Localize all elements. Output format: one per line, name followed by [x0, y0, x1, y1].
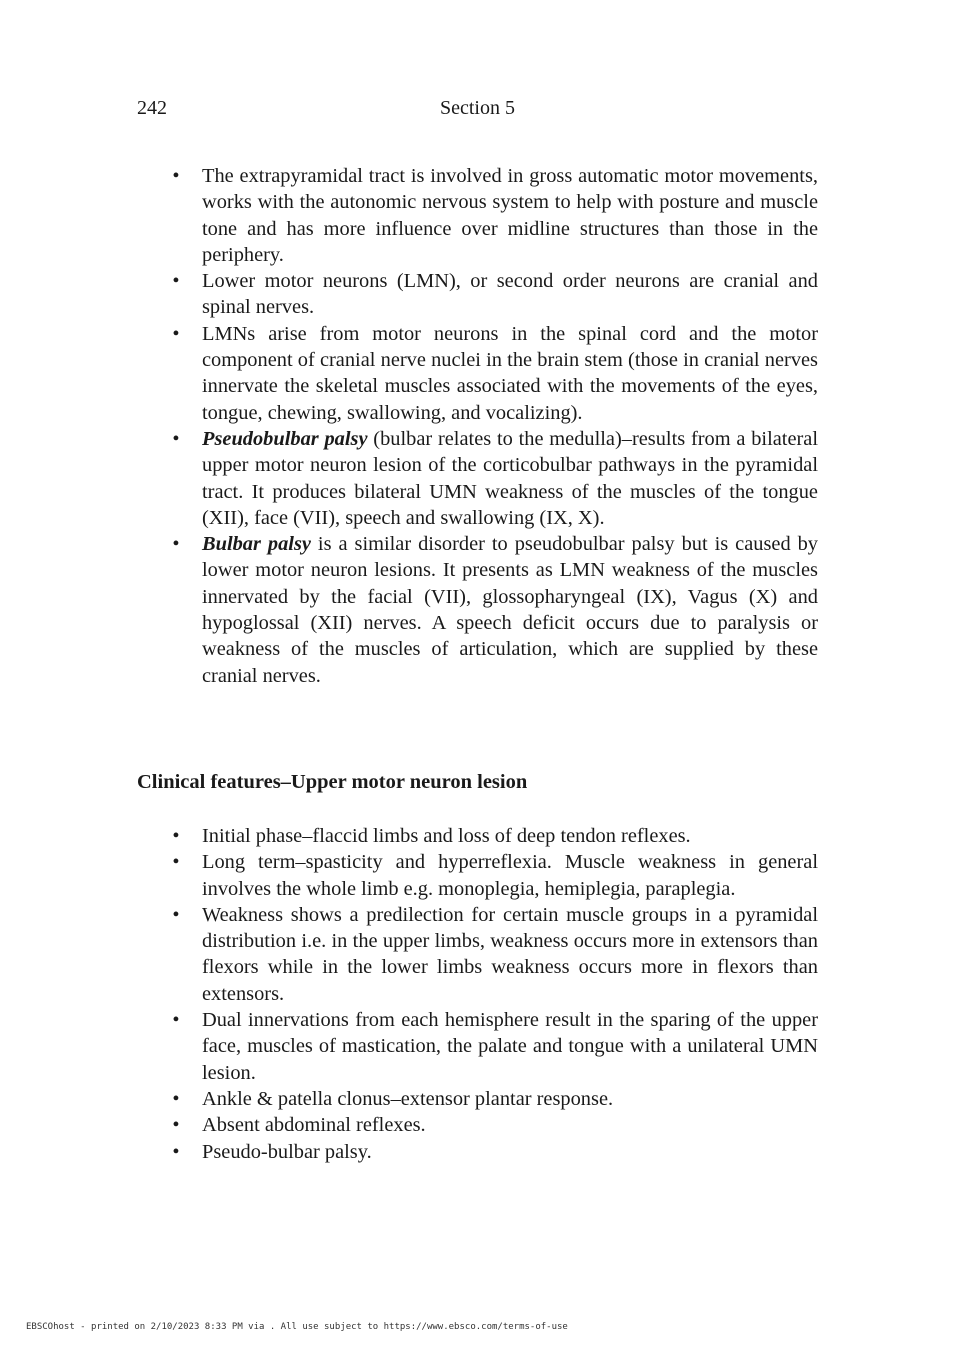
- bullet-icon: •: [172, 1087, 180, 1110]
- bullet-list-clinical-features: [172, 823, 818, 1165]
- list-item: [172, 426, 819, 531]
- list-item-text: Ankle & patella clonus–extensor plantar response.: [202, 1087, 614, 1110]
- bullet-icon: •: [172, 1140, 180, 1163]
- term-bulbar-palsy: Bulbar palsy: [202, 533, 311, 556]
- list-item-text: is a similar disorder to pseudobulbar palsy but is caused by lower motor neuron lesions. It presents as LMN weakness of the muscles innervated by the facial (VII), glossopharyngeal (IX), Vagus (X) and hypoglossal (XII) nerves. A speech deficit occurs due to paralysis or weakness of the muscles of articulation, which are supplied by these cranial nerves.: [202, 533, 818, 687]
- bullet-icon: •: [172, 903, 180, 926]
- list-item-text: Absent abdominal reflexes.: [202, 1114, 426, 1137]
- list-item-text: Pseudo-bulbar palsy.: [202, 1140, 372, 1163]
- bullet-icon: •: [172, 1009, 180, 1032]
- list-item-text: Initial phase–flaccid limbs and loss of deep tendon reflexes.: [202, 825, 691, 847]
- list-item: [172, 1112, 818, 1138]
- list-item-text: Dual innervations from each hemisphere result in the sparing of the upper face, muscles of mastication, the palate and tongue with a unilateral UMN lesion.: [202, 1009, 818, 1084]
- page-number: 242: [137, 97, 167, 119]
- list-item: [172, 1139, 818, 1165]
- list-item-text: Lower motor neurons (LMN), or second order neurons are cranial and spinal nerves.: [202, 270, 818, 319]
- list-item: [172, 321, 818, 426]
- term-pseudobulbar-palsy: Pseudobulbar palsy: [202, 427, 368, 450]
- bullet-icon: •: [172, 322, 180, 345]
- list-item: [172, 163, 818, 268]
- list-item-text: (bulbar relates to the medulla)–results from a bilateral upper motor neuron lesion of the corticobulbar pathways in the pyramidal tract. It produces bilateral UMN weakness of the muscles of the tongue (XII), face (VII), speech and swallowing (IX, X).: [202, 427, 819, 529]
- list-item: [172, 902, 818, 1007]
- bullet-icon: •: [172, 165, 180, 187]
- bullet-icon: •: [172, 270, 180, 293]
- bullet-list-motor-pathways: [172, 163, 819, 689]
- bullet-icon: •: [172, 825, 180, 847]
- bullet-icon: •: [172, 1114, 180, 1137]
- list-item: [172, 531, 818, 689]
- bullet-icon: •: [172, 427, 180, 450]
- section-heading: Clinical features–Upper motor neuron lesion: [137, 771, 528, 793]
- bullet-icon: •: [172, 533, 180, 556]
- list-item-text: LMNs arise from motor neurons in the spinal cord and the motor component of cranial nerve nuclei in the brain stem (those in cranial nerves innervate the skeletal muscles associated with the movements of the eyes, tongue, chewing, swallowing, and vocalizing).: [202, 322, 818, 424]
- list-item: [172, 1086, 818, 1112]
- list-item-text: Weakness shows a predilection for certain muscle groups in a pyramidal distribution i.e. in the upper limbs, weakness occurs more in extensors than flexors while in the lower limbs weakness occurs more in flexors than extensors.: [202, 903, 818, 1005]
- list-item: [172, 823, 818, 849]
- print-footer: EBSCOhost - printed on 2/10/2023 8:33 PM via . All use subject to https://www.ebsco.com/terms-of-use: [26, 1322, 568, 1332]
- bullet-icon: •: [172, 851, 180, 874]
- list-item: [172, 268, 818, 321]
- list-item-text: Long term–spasticity and hyperreflexia. Muscle weakness in general involves the whole limb e.g. monoplegia, hemiplegia, paraplegia.: [202, 851, 818, 900]
- list-item: [172, 1007, 818, 1086]
- list-item-text: The extrapyramidal tract is involved in gross automatic motor movements, works with the autonomic nervous system to help with posture and muscle tone and has more influence over midline structures than those in the periphery.: [202, 165, 818, 266]
- list-item: [172, 849, 818, 902]
- running-head: Section 5: [440, 97, 515, 119]
